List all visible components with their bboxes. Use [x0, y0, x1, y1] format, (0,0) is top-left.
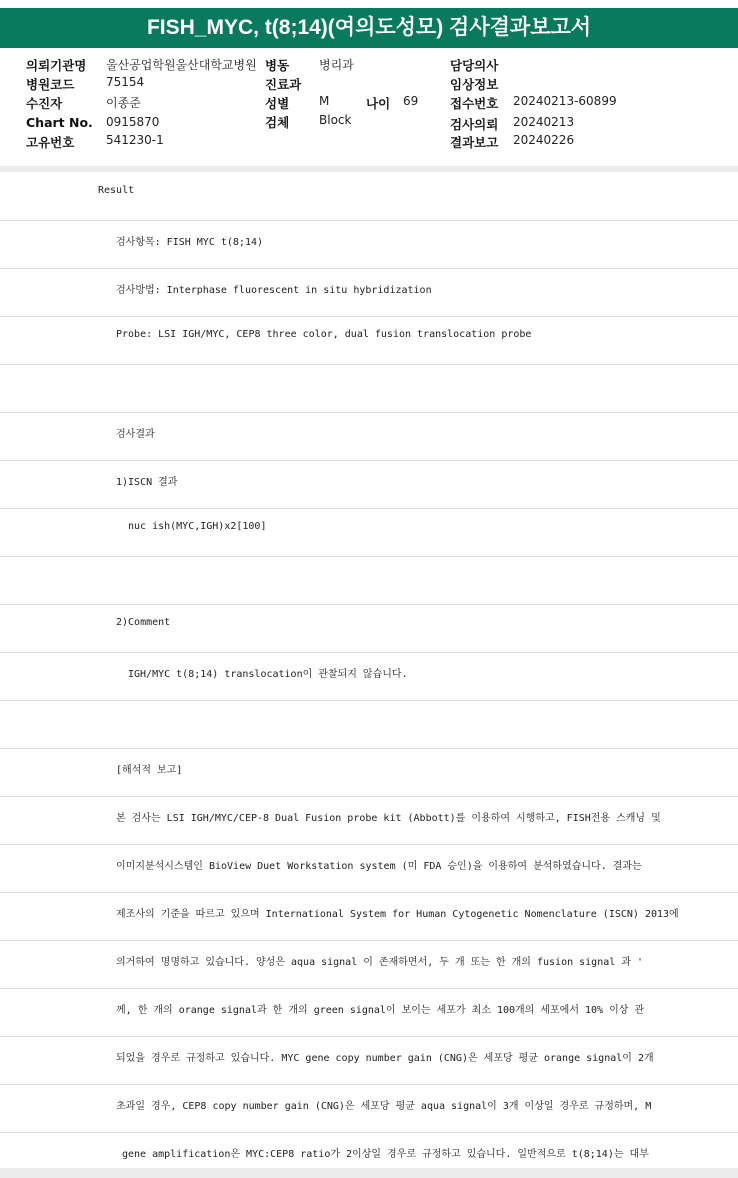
result-row	[0, 268, 738, 317]
patient-info-block	[0, 56, 738, 164]
institution-label: 의뢰기관명	[26, 58, 87, 73]
chart-no-label: Chart No.	[26, 115, 93, 130]
result-line: 검사방법: Interphase fluorescent in situ hybridization	[116, 285, 432, 296]
result-row	[0, 220, 738, 269]
result-line: 제조사의 기준을 따르고 있으며 International System for Human Cytogenetic Nomenclature (ISCN) 2013에	[116, 909, 679, 920]
result-line: nuc ish(MYC,IGH)x2[100]	[128, 521, 267, 532]
department-label: 진료과	[265, 77, 302, 92]
result-line: 이미지분석시스템인 BioView Duet Workstation system (미 FDA 승인)을 이용하여 분석하였습니다. 결과는	[116, 861, 642, 872]
sex-label: 성별	[265, 96, 290, 111]
result-row	[0, 748, 738, 797]
receipt-no-label: 접수번호	[450, 96, 499, 111]
result-line: IGH/MYC t(8;14) translocation이 관찰되지 않습니다.	[128, 669, 408, 680]
report-date-value: 20240226	[513, 133, 575, 147]
unique-no-value: 541230-1	[106, 133, 164, 147]
clinical-info-label: 임상정보	[450, 77, 499, 92]
result-line: 검사항목: FISH MYC t(8;14)	[116, 237, 264, 248]
top-margin	[0, 0, 738, 8]
result-line: 되었을 경우로 규정하고 있습니다. MYC gene copy number gain (CNG)은 세포당 평균 orange signal이 2개	[116, 1053, 654, 1064]
result-heading: Result	[98, 185, 135, 196]
result-row	[0, 316, 738, 365]
result-row	[0, 508, 738, 557]
hospital-code-label: 병원코드	[26, 77, 75, 92]
chart-no-value: 0915870	[106, 115, 160, 129]
institution-value: 울산공업학원울산대학교병원	[106, 58, 257, 72]
result-row	[0, 940, 738, 989]
result-line: 께, 한 개의 orange signal과 한 개의 green signal이 보이는 세포가 최소 100개의 세포에서 10% 이상 관	[116, 1005, 645, 1016]
result-row	[0, 556, 738, 605]
result-line: [해석적 보고]	[116, 765, 183, 776]
specimen-value: Block	[319, 113, 352, 127]
result-report[interactable]	[0, 172, 738, 1168]
sex-value: M	[319, 94, 330, 108]
receipt-no-value: 20240213-60899	[513, 94, 617, 108]
result-line: 의거하여 명명하고 있습니다. 양성은 aqua signal 이 존재하면서, 두 개 또는 한 개의 fusion signal 과 '	[116, 957, 643, 968]
hospital-code-value: 75154	[106, 75, 145, 89]
result-row	[0, 700, 738, 749]
result-line: gene amplification은 MYC:CEP8 ratio가 2이상일 경우로 규정하고 있습니다. 일반적으로 t(8;14)는 대부	[122, 1149, 649, 1160]
result-row	[0, 1132, 738, 1168]
result-row	[0, 988, 738, 1037]
result-line: 초과일 경우, CEP8 copy number gain (CNG)은 세포당 평균 aqua signal이 3개 이상일 경우로 규정하며, M	[116, 1101, 652, 1112]
result-row	[0, 796, 738, 845]
result-row	[0, 652, 738, 701]
bottom-scroll-area	[0, 1168, 738, 1178]
result-row	[0, 604, 738, 653]
result-row	[0, 364, 738, 413]
result-line: Probe: LSI IGH/MYC, CEP8 three color, dual fusion translocation probe	[116, 329, 532, 340]
unique-no-label: 고유번호	[26, 135, 75, 150]
ward-label: 병동	[265, 58, 290, 73]
result-line: 2)Comment	[116, 617, 171, 628]
result-row	[0, 1036, 738, 1085]
result-row	[0, 1084, 738, 1133]
ward-value: 병리과	[319, 58, 354, 72]
patient-value: 이종준	[106, 96, 141, 110]
report-date-label: 결과보고	[450, 135, 499, 150]
request-date-label: 검사의뢰	[450, 117, 499, 132]
age-label: 나이	[366, 96, 391, 111]
doctor-label: 담당의사	[450, 58, 499, 73]
age-value: 69	[403, 94, 419, 108]
result-line: 1)ISCN 결과	[116, 477, 178, 488]
result-line: 본 검사는 LSI IGH/MYC/CEP-8 Dual Fusion probe kit (Abbott)를 이용하여 시행하고, FISH전용 스캐닝 및	[116, 813, 661, 824]
specimen-label: 검체	[265, 115, 290, 130]
patient-label: 수진자	[26, 96, 63, 111]
request-date-value: 20240213	[513, 115, 575, 129]
result-row	[0, 172, 738, 221]
result-row	[0, 844, 738, 893]
result-line: 검사결과	[116, 429, 155, 440]
result-row	[0, 412, 738, 461]
result-row	[0, 892, 738, 941]
result-row	[0, 460, 738, 509]
report-title: FISH_MYC, t(8;14)(여의도성모) 검사결과보고서	[0, 8, 738, 48]
